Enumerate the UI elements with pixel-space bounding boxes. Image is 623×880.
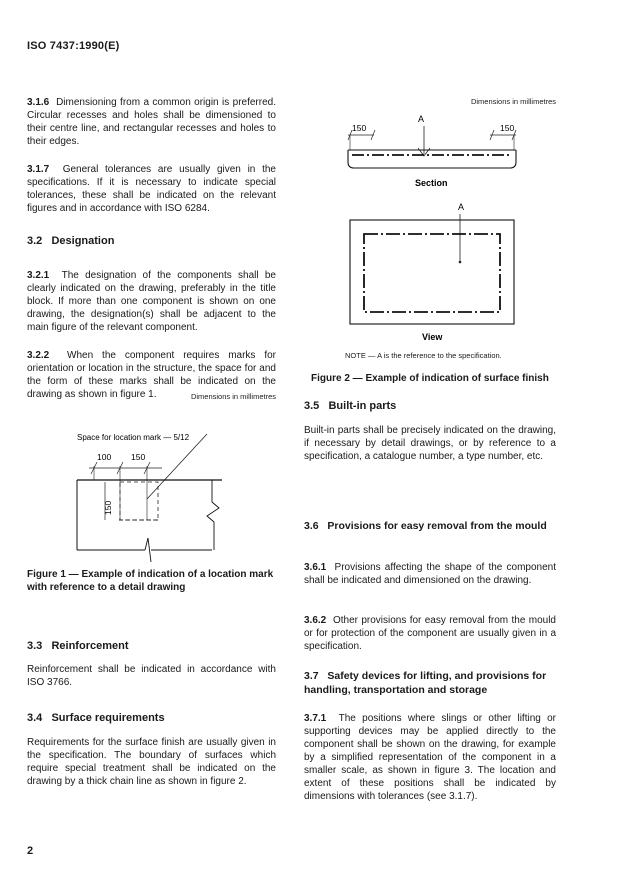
section-number: 3.7.1 xyxy=(304,713,327,724)
figure-2-drawing xyxy=(300,104,570,354)
view-label: View xyxy=(422,332,443,342)
section-number: 3.5 xyxy=(304,400,320,412)
section-3-1-7 xyxy=(27,163,276,215)
paragraph-text: Provisions affecting the shape of the component shall be indicated and dimensioned on the drawing. xyxy=(304,562,556,586)
section-outline xyxy=(348,150,516,168)
section-title: Built-in parts xyxy=(328,400,397,412)
section-3-3-heading xyxy=(27,640,129,652)
dimension-150: 150 xyxy=(131,452,146,462)
section-number: 3.2.2 xyxy=(27,350,50,361)
dimension-150-right: 150 xyxy=(500,123,515,133)
section-number: 3.3 xyxy=(27,640,43,652)
section-number: 3.2.1 xyxy=(27,270,50,281)
section-title: Safety devices for lifting, and provisions for handling, transportation and storage xyxy=(304,670,547,696)
page-number: 2 xyxy=(27,845,34,857)
section-3-2-heading xyxy=(27,235,114,247)
caption-text: Example of indication of a location mark with reference to a detail drawing xyxy=(27,569,274,593)
section-title: Designation xyxy=(51,235,115,247)
dimension-150-left: 150 xyxy=(352,123,367,133)
caption-prefix: Figure 2 — xyxy=(311,373,363,384)
section-3-7-1 xyxy=(304,712,556,803)
section-title: Surface requirements xyxy=(51,712,165,724)
thick-chain-boundary xyxy=(364,234,500,312)
section-number: 3.1.7 xyxy=(27,164,50,175)
dimension-100: 100 xyxy=(97,452,112,462)
section-number: 3.4 xyxy=(27,712,43,724)
section-number: 3.6.2 xyxy=(304,615,327,626)
figure-2-note: NOTE — A is the reference to the specification. xyxy=(345,351,502,360)
section-number: 3.6 xyxy=(304,520,319,532)
reference-a-view: A xyxy=(458,202,465,212)
paragraph-text: Reinforcement shall be indicated in accordance with ISO 3766. xyxy=(27,664,276,688)
reference-a-section: A xyxy=(418,114,425,124)
standard-header: ISO 7437:1990(E) xyxy=(27,40,120,52)
paragraph-text: Built-in parts shall be precisely indicated on the drawing, if necessary by detail drawings, or by reference to a specification, a catalogue number, a type number, etc. xyxy=(304,425,556,462)
section-number: 3.1.6 xyxy=(27,97,50,108)
section-3-6-2 xyxy=(304,614,556,653)
paragraph-text: General tolerances are usually given in the specifications. If it is necessary to indicate special tolerances, these shall be indicated on the relevant figures and in accordance with ISO 6284. xyxy=(27,164,276,214)
location-mark-space xyxy=(120,482,158,520)
dimension-150-vertical: 150 xyxy=(103,500,113,515)
break-symbol xyxy=(145,538,151,562)
view-outline xyxy=(350,220,514,324)
paragraph-text: Requirements for the surface finish are usually given in the specification. The boundary of surfaces which require special treatment shall be indicated on the drawing by a thick chain line as shown in figure 2. xyxy=(27,737,276,787)
section-title: Reinforcement xyxy=(51,640,129,652)
figure-1-caption xyxy=(27,568,287,594)
section-number: 3.2 xyxy=(27,235,43,247)
section-3-3-text xyxy=(27,663,276,689)
section-3-6-heading xyxy=(304,519,556,533)
section-3-2-1 xyxy=(27,269,276,334)
section-3-1-6 xyxy=(27,96,276,148)
figure-2-units: Dimensions in millimetres xyxy=(470,97,556,106)
break-symbol-right xyxy=(207,480,219,550)
section-3-7-heading xyxy=(304,669,556,697)
figure-1-drawing xyxy=(27,402,277,562)
figure-1-units: Dimensions in millimetres xyxy=(190,392,276,401)
section-3-6-1 xyxy=(304,561,556,587)
section-3-5-heading xyxy=(304,400,396,412)
caption-text: Example of indication of surface finish xyxy=(365,373,549,384)
paragraph-text: The designation of the components shall be clearly indicated on the drawing, preferably in the title block. If more than one component is shown on one drawing, the designation(s) shall be adjacent to the main figure of the relevant component. xyxy=(27,270,276,333)
paragraph-text: Other provisions for easy removal from the mould or for protection of the component are usually given in a specification. xyxy=(304,615,556,652)
leader-line xyxy=(147,434,207,499)
caption-prefix: Figure 1 — xyxy=(27,569,79,580)
section-title: Provisions for easy removal from the mould xyxy=(327,520,547,532)
section-number: 3.6.1 xyxy=(304,562,327,573)
paragraph-text: Dimensioning from a common origin is preferred. Circular recesses and holes shall be dimensioned to their centre line, and rectangular recesses and holes to their edges. xyxy=(27,97,276,147)
section-label: Section xyxy=(415,178,448,188)
section-number: 3.7 xyxy=(304,670,319,682)
location-mark-label: Space for location mark — 5/12 xyxy=(77,433,190,442)
reference-point xyxy=(459,261,462,264)
section-3-5-text xyxy=(304,424,556,463)
section-3-4-text xyxy=(27,736,276,788)
paragraph-text: When the component requires marks for orientation or location in the structure, the space for and the form of these marks shall be indicated on the drawing as shown in figure 1. xyxy=(27,350,276,400)
figure-2-caption xyxy=(311,372,571,385)
paragraph-text: The positions where slings or other lifting or supporting devices may be applied directly to the component shall be shown on the drawing, for example by a simplified representation of the component in a smaller scale, as shown in figure 3. The location and extent of these positions shall be indicated by dimensions with tolerances (see 3.1.7). xyxy=(304,713,556,802)
section-3-4-heading xyxy=(27,712,165,724)
